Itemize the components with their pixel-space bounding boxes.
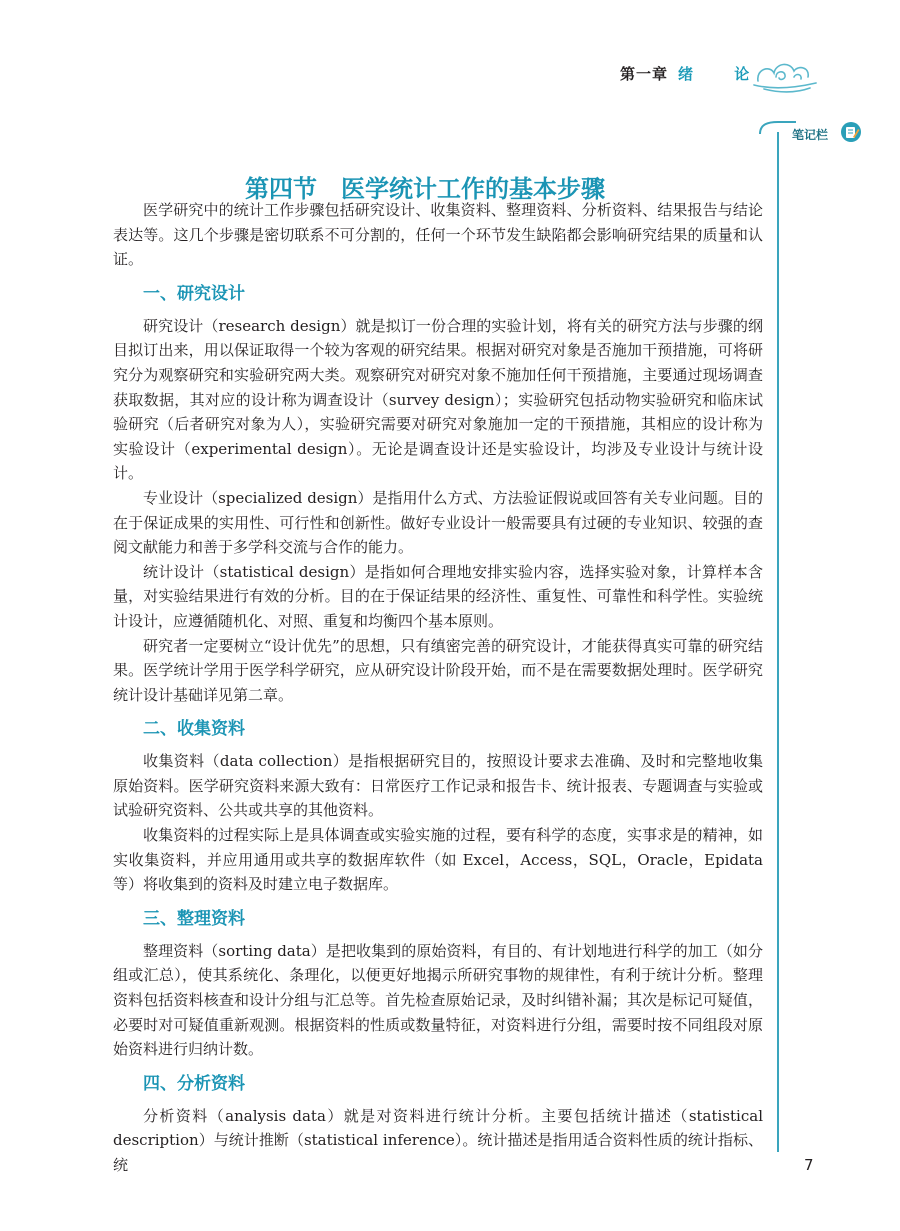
paragraph: 收集资料的过程实际上是具体调查或实验实施的过程，要有科学的态度，实事求是的精神，如实收集资料，并应用通用或共享的数据库软件（如 Excel，Access，SQL，Oracle，Epidata 等）将收集到的资料及时建立电子数据库。 <box>113 826 763 894</box>
paragraph: 统计设计（statistical design）是指如何合理地安排实验内容，选择实验对象，计算样本含量，对实验结果进行有效的分析。目的在于保证结果的经济性、重复性、可靠性和科学性。实验统计设计，应遵循随机化、对照、重复和均衡四个基本原则。 <box>113 562 763 630</box>
paragraph: 整理资料（sorting data）是把收集到的原始资料，有目的、有计划地进行科学的加工（如分组或汇总），使其系统化、条理化，以便更好地揭示所研究事物的规律性，有利于统计分析。整理资料包括资料核查和设计分组与汇总等。首先检查原始记录，及时纠错补漏；其次是标记可疑值，必要时对可疑值重新观测。根据资料的性质或数量特征，对资料进行分组，需要时按不同组段对原始资料进行归纳计数。 <box>113 941 763 1059</box>
paragraph: 分析资料（analysis data）就是对资料进行统计分析。主要包括统计描述（statistical description）与统计推断（statistical inference）。统计描述是指用适合资料性质的统计指标、统 <box>113 1106 763 1174</box>
cloud-ornament-icon <box>750 55 820 95</box>
paragraph: 收集资料（data collection）是指根据研究目的，按照设计要求去准确、及时和完整地收集原始资料。医学研究资料来源大致有：日常医疗工作记录和报告卡、统计报表、专题调查与实验或试验研究资料、公共或共享的其他资料。 <box>113 752 763 820</box>
chapter-label: 第一章 <box>620 65 669 83</box>
paragraph: 研究设计（research design）就是拟订一份合理的实验计划，将有关的研究方法与步骤的纲目拟订出来，用以保证取得一个较为客观的研究结果。根据对研究对象是否施加干预措施，可将研究分为观察研究和实验研究两大类。观察研究对研究对象不施加任何干预措施，主要通过现场调查获取数据，其对应的设计称为调查设计（survey design）；实验研究包括动物实验研究和临床试验研究（后者研究对象为人），实验研究需要对研究对象施加一定的干预措施，其相应的设计称为实验设计（experimental design）。无论是调查设计还是实验设计，均涉及专业设计与统计设计。 <box>113 316 763 483</box>
intro-paragraph: 医学研究中的统计工作步骤包括研究设计、收集资料、整理资料、分析资料、结果报告与结论表达等。这几个步骤是密切联系不可分割的，任何一个环节发生缺陷都会影响研究结果的质量和认证。 <box>113 201 763 269</box>
chapter-title: 绪 论 <box>678 65 768 83</box>
subsection-heading-sorting: 三、整理资料 <box>143 908 245 929</box>
subsection-heading-analysis: 四、分析资料 <box>143 1073 245 1094</box>
notes-pencil-icon <box>840 121 862 143</box>
main-content <box>113 198 763 1178</box>
section-title: 第四节 医学统计工作的基本步骤 <box>245 174 605 203</box>
running-head <box>620 63 767 89</box>
subsection-heading-design: 一、研究设计 <box>143 283 245 304</box>
notes-column-label: 笔记栏 <box>792 128 829 142</box>
subsection-heading-collection: 二、收集资料 <box>143 719 245 740</box>
notes-column-rule <box>777 132 779 1152</box>
paragraph: 研究者一定要树立“设计优先”的思想，只有缜密完善的研究设计，才能获得真实可靠的研究结果。医学统计学用于医学科学研究，应从研究设计阶段开始，而不是在需要数据处理时。医学研究统计设计基础详见第二章。 <box>113 636 763 704</box>
paragraph: 专业设计（specialized design）是指用什么方式、方法验证假说或回答有关专业问题。目的在于保证成果的实用性、可行性和创新性。做好专业设计一般需要具有过硬的专业知识、较强的查阅文献能力和善于多学科交流与合作的能力。 <box>113 488 763 557</box>
page-number: 7 <box>804 1156 814 1174</box>
